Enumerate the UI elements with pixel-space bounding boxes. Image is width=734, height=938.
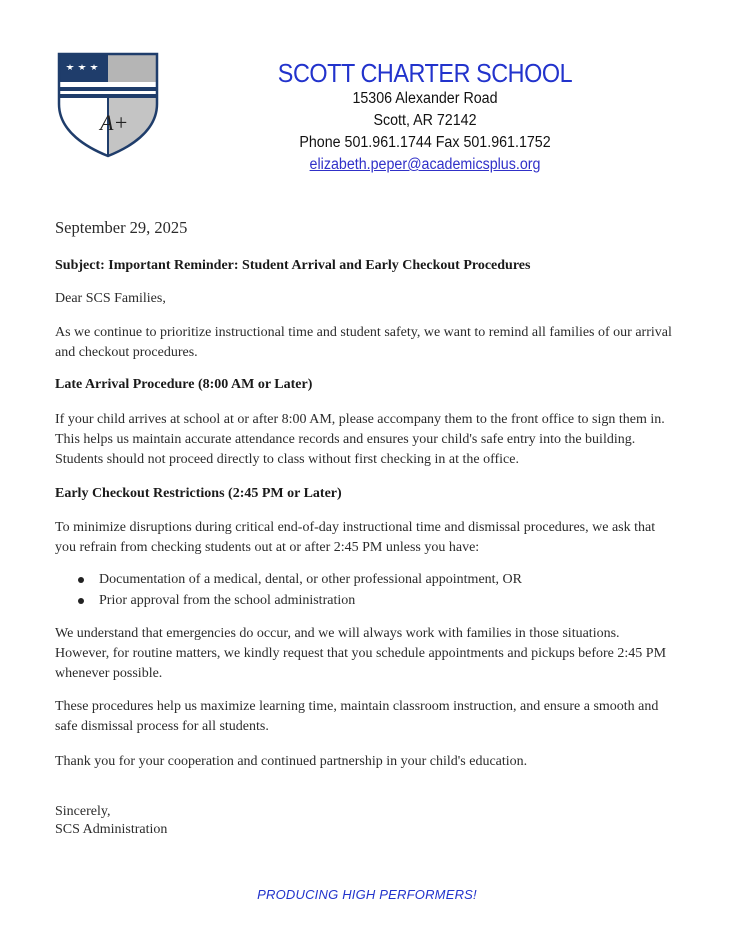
address-line-2: Scott, AR 72142 — [373, 112, 477, 129]
list-item: Prior approval from the school administration — [55, 591, 675, 612]
school-name: SCOTT CHARTER SCHOOL — [277, 58, 573, 88]
intro-paragraph: As we continue to prioritize instructional time and student safety, we want to remind all families of our arrival and checkout procedures. — [55, 325, 672, 360]
closing: Sincerely, — [55, 804, 111, 819]
footer-tagline: PRODUCING HIGH PERFORMERS! — [257, 887, 477, 902]
requirements-list — [55, 570, 675, 611]
emergency-paragraph: We understand that emergencies do occur, and we will always work with families in those situations. However, for routine matters, we kindly request that you schedule appointments and pickups before 2:45 PM whenever possible. — [55, 626, 667, 681]
letter-subject: Subject: Important Reminder: Student Arrival and Early Checkout Procedures — [55, 258, 531, 273]
procedures-paragraph: These procedures help us maximize learning time, maintain classroom instruction, and ensure a smooth and safe dismissal process for all students. — [55, 699, 659, 734]
thanks-paragraph: Thank you for your cooperation and continued partnership in your child's education. — [55, 754, 528, 769]
signature: SCS Administration — [55, 822, 168, 837]
list-item: Documentation of a medical, dental, or other professional appointment, OR — [55, 570, 675, 591]
early-checkout-heading: Early Checkout Restrictions (2:45 PM or Later) — [55, 486, 342, 501]
school-crest-logo — [56, 52, 160, 158]
letter-date: September 29, 2025 — [55, 218, 188, 237]
early-checkout-paragraph: To minimize disruptions during critical end-of-day instructional time and dismissal procedures, we ask that you refrain from checking students out at or after 2:45 PM unless you have: — [55, 520, 656, 555]
letter-greeting: Dear SCS Families, — [55, 291, 166, 306]
address-line-1: 15306 Alexander Road — [352, 90, 498, 107]
email-link[interactable]: elizabeth.peper@academicsplus.org — [309, 156, 541, 173]
phone-fax: Phone 501.961.1744 Fax 501.961.1752 — [299, 134, 551, 151]
svg-text:A+: A+ — [100, 110, 129, 135]
letterhead — [230, 58, 620, 176]
late-arrival-heading: Late Arrival Procedure (8:00 AM or Later) — [55, 377, 313, 392]
late-arrival-paragraph: If your child arrives at school at or after 8:00 AM, please accompany them to the front office to sign them in. This helps us maintain accurate attendance records and ensures your child's safe entry into the building. Students should not proceed directly to class without first checking in at the office. — [55, 412, 665, 467]
